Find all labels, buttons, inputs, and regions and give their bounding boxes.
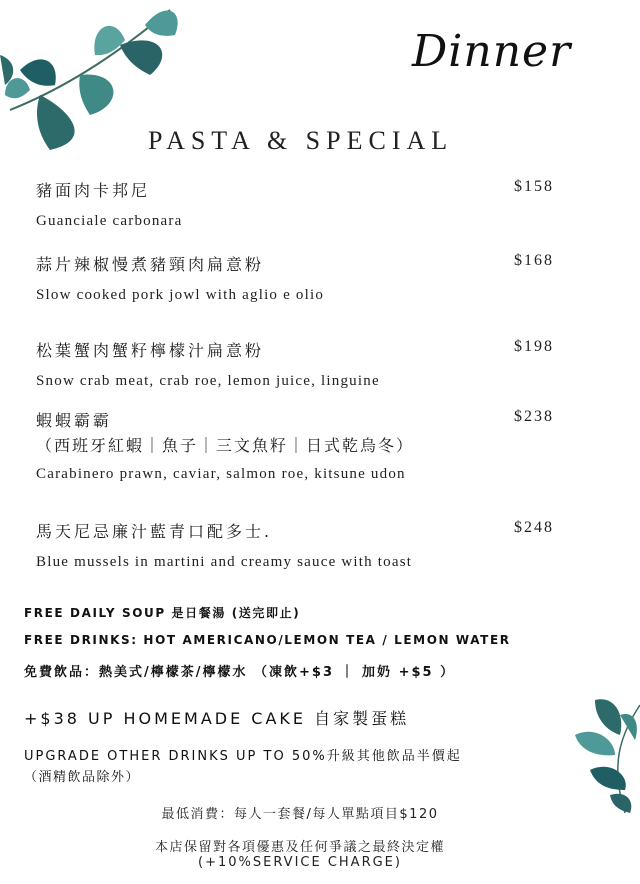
item-name-zh: 豬面肉卡邦尼 — [36, 181, 151, 200]
item-name-en: Slow cooked pork jowl with aglio e olio — [36, 287, 325, 303]
promo-free-soup: FREE DAILY SOUP 是日餐湯 (送完即止) — [24, 606, 301, 620]
item-name-zh: 松葉蟹肉蟹籽檸檬汁扁意粉 — [36, 341, 265, 360]
item-price: $238 — [514, 408, 554, 425]
promo-upgrade-drinks: UPGRADE OTHER DRINKS UP TO 50%升級其他飲品半價起 — [24, 749, 462, 764]
item-name-en: Guanciale carbonara — [36, 213, 183, 229]
menu-item — [36, 519, 566, 571]
menu-item — [36, 408, 566, 483]
footer-rights-notice: 本店保留對各項優惠及任何爭議之最終決定權 — [154, 840, 445, 855]
item-name-en: Blue mussels in martini and creamy sauce with toast — [36, 554, 413, 570]
item-price: $158 — [514, 178, 554, 195]
section-title: PASTA & SPECIAL — [148, 126, 454, 155]
menu-item — [36, 338, 566, 390]
promo-free-drinks-zh: 免費飲品：熱美式/檸檬茶/檸檬水 （凍飲+$3 ｜ 加奶 +$5 ） — [24, 665, 456, 680]
promo-homemade-cake: +$38 UP HOMEMADE CAKE 自家製蛋糕 — [24, 709, 410, 728]
leaf-decoration-bottom-right — [570, 695, 640, 815]
item-price: $168 — [514, 252, 554, 269]
item-ingredients-zh: （西班牙紅蝦｜魚子｜三文魚籽｜日式乾烏冬） — [36, 436, 415, 455]
item-name-zh: 蝦蝦霸霸 — [36, 411, 113, 430]
item-name-zh: 蒜片辣椒慢煮豬頸肉扁意粉 — [36, 255, 265, 274]
menu-item — [36, 252, 566, 304]
footer-service-charge: (+10%SERVICE CHARGE) — [198, 855, 402, 870]
item-price: $198 — [514, 338, 554, 355]
promo-free-drinks-en: FREE DRINKS: HOT AMERICANO/LEMON TEA / LEMON WATER — [24, 633, 511, 647]
item-price: $248 — [514, 519, 554, 536]
promo-upgrade-note: （酒精飲品除外） — [24, 770, 141, 785]
item-name-en: Snow crab meat, crab roe, lemon juice, linguine — [36, 373, 380, 389]
footer-minimum-charge: 最低消費：每人一套餐/每人單點項目$120 — [161, 807, 439, 822]
item-name-en: Carabinero prawn, caviar, salmon roe, kitsune udon — [36, 466, 406, 482]
item-name-zh: 馬天尼忌廉汁藍青口配多士. — [36, 522, 273, 541]
menu-item — [36, 178, 566, 230]
script-title-dinner: Dinner — [412, 26, 572, 77]
